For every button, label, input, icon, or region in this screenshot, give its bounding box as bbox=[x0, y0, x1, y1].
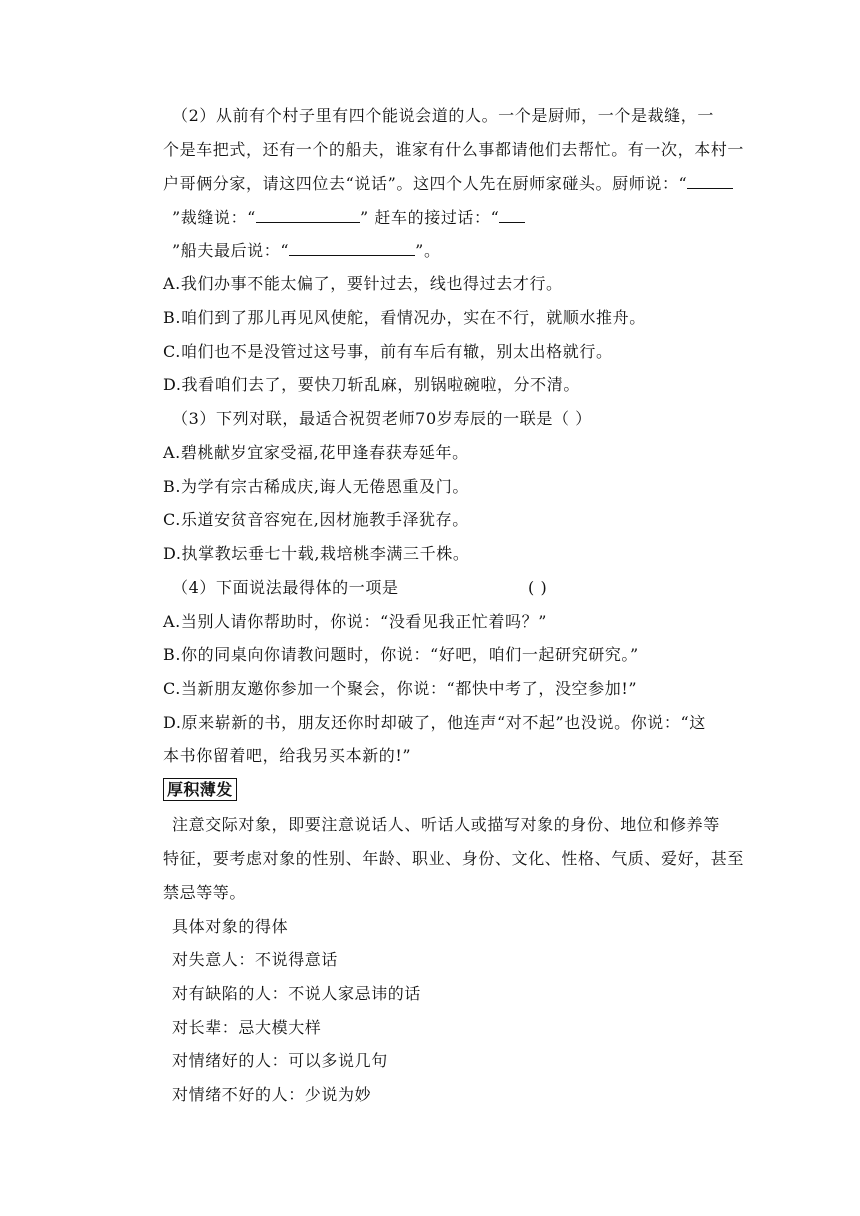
q2-line-4-text-a: ”裁缝说：“ bbox=[172, 208, 256, 227]
q2-line-3-text: 户哥俩分家，请这四位去“说话”。这四个人先在厨师家碰头。厨师说：“ bbox=[163, 174, 688, 193]
q3-option-c: C.乐道安贫音容宛在,因材施教手泽犹存。 bbox=[163, 510, 469, 529]
q2-line-5-text-a: ”船夫最后说：“ bbox=[172, 241, 290, 260]
q4-answer-paren: ( ) bbox=[528, 578, 548, 597]
answer-blank-4[interactable] bbox=[289, 240, 415, 256]
q4-option-b: B.你的同桌向你请教问题时，你说：“好吧，咱们一起研究研究。” bbox=[163, 645, 639, 664]
q4-option-a: A.当别人请你帮助时，你说：“没看见我正忙着吗？” bbox=[163, 612, 548, 631]
section-paragraph-line-3: 禁忌等等。 bbox=[163, 883, 247, 902]
section-title-box bbox=[163, 778, 237, 801]
q2-option-d: D.我看咱们去了，要快刀斩乱麻，别锅啦碗啦，分不清。 bbox=[163, 375, 580, 394]
q2-line-3 bbox=[163, 173, 733, 194]
answer-blank-3[interactable] bbox=[499, 207, 525, 223]
q2-option-c: C.咱们也不是没管过这号事，前有车后有辙，别太出格就行。 bbox=[163, 342, 613, 361]
q4-option-d: D.原来崭新的书，朋友还你时却破了，他连声“对不起”也没说。你说：“这 bbox=[163, 713, 706, 732]
q2-option-a: A.我们办事不能太偏了，要针过去，线也得过去才行。 bbox=[163, 274, 563, 293]
section-item: 对失意人：不说得意话 bbox=[172, 950, 339, 969]
q3-option-b: B.为学有宗古稀成庆,诲人无倦恩重及门。 bbox=[163, 477, 469, 496]
section-title: 厚积薄发 bbox=[163, 778, 237, 801]
answer-blank-1[interactable] bbox=[687, 173, 733, 189]
q4-stem: （4）下面说法最得体的一项是 bbox=[172, 578, 399, 597]
q2-line-1: （2）从前有个村子里有四个能说会道的人。一个是厨师，一个是裁缝，一 bbox=[172, 106, 714, 125]
q4-option-d-continued: 本书你留着吧，给我另买本新的!” bbox=[163, 746, 412, 765]
section-item: 对情绪好的人：可以多说几句 bbox=[172, 1051, 388, 1070]
section-item: 对情绪不好的人：少说为妙 bbox=[172, 1085, 372, 1104]
answer-blank-2[interactable] bbox=[256, 207, 360, 223]
section-item: 具体对象的得体 bbox=[172, 917, 289, 936]
q2-line-4 bbox=[172, 207, 525, 228]
q4-option-c: C.当新朋友邀你参加一个聚会，你说：“都快中考了，没空参加!” bbox=[163, 679, 638, 698]
section-paragraph-line-1: 注意交际对象，即要注意说话人、听话人或描写对象的身份、地位和修养等 bbox=[172, 815, 720, 834]
section-item: 对有缺陷的人：不说人家忌讳的话 bbox=[172, 984, 422, 1003]
q2-option-b: B.咱们到了那儿再见风使舵，看情况办，实在不行，就顺水推舟。 bbox=[163, 308, 646, 327]
section-item: 对长辈：忌大模大样 bbox=[172, 1018, 322, 1037]
q2-line-5-text-b: ”。 bbox=[415, 241, 441, 260]
q3-option-d: D.执掌教坛垂七十载,栽培桃李满三千株。 bbox=[163, 544, 470, 563]
q2-line-2: 个是车把式，还有一个的船夫，谁家有什么事都请他们去帮忙。有一次，本村一 bbox=[163, 140, 745, 159]
q3-stem: （3）下列对联，最适合祝贺老师70岁寿辰的一联是（ ） bbox=[172, 409, 592, 428]
q2-line-5 bbox=[172, 240, 441, 261]
q3-option-a: A.碧桃献岁宜家受福,花甲逢春获寿延年。 bbox=[163, 443, 469, 462]
section-paragraph-line-2: 特征，要考虑对象的性别、年龄、职业、身份、文化、性格、气质、爱好，甚至 bbox=[163, 849, 745, 868]
q2-line-4-text-b: ” 赶车的接过话：“ bbox=[359, 208, 500, 227]
